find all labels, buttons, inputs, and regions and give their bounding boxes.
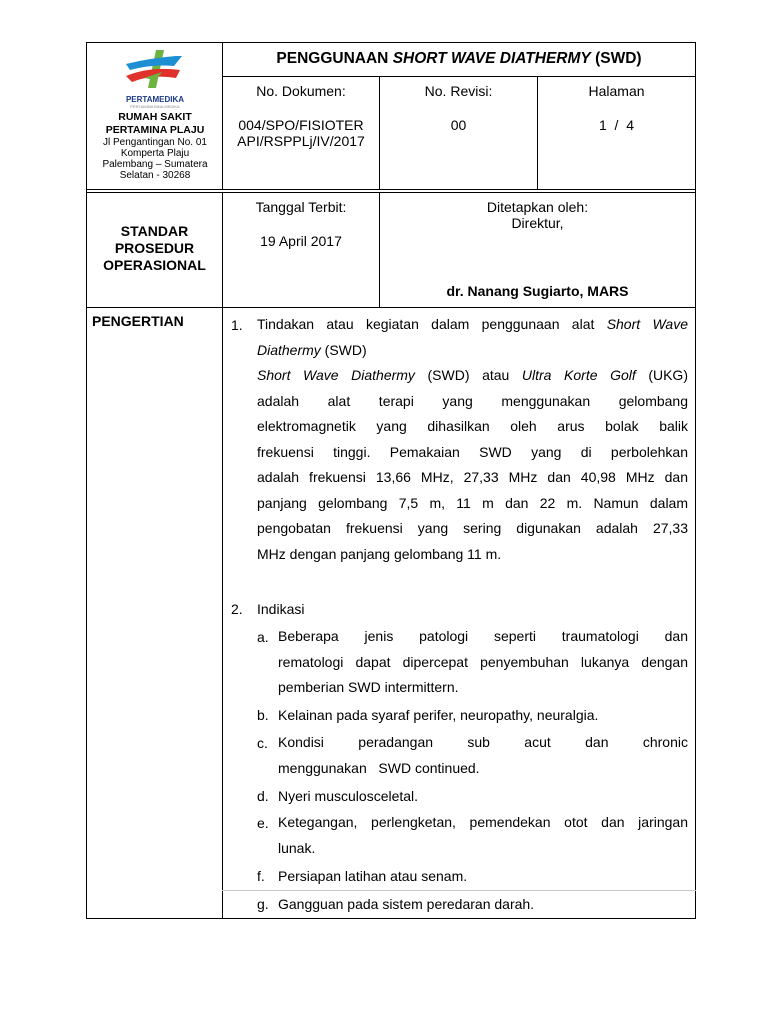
indication-c-letter: c. <box>257 735 268 751</box>
table-border-top <box>86 42 696 43</box>
logo-text: PERTAMEDIKA <box>125 95 185 104</box>
page-value: 1 / 4 <box>598 117 635 133</box>
doc-number-value-line2: API/RSPPLj/IV/2017 <box>237 133 365 149</box>
sop-top <box>86 192 696 193</box>
indication-f-text: Persiapan latihan atau senam. <box>278 868 468 884</box>
item1-text <box>257 312 688 567</box>
indication-e-letter: e. <box>257 815 269 831</box>
sop-label-line3: OPERASIONAL <box>103 257 206 273</box>
title-underline <box>222 76 696 77</box>
indication-a-letter: a. <box>257 629 269 645</box>
item2-number: 2. <box>231 601 243 617</box>
indication-g-letter: g. <box>257 896 269 912</box>
page-label: Halaman <box>588 83 645 99</box>
indication-d-letter: d. <box>257 788 269 804</box>
para-line4: frekuensi tinggi. Pemakaian SWD yang di perbolehkan <box>257 443 688 460</box>
section-label-pengertian: PENGERTIAN <box>92 313 184 329</box>
sop-divider-vertical <box>222 192 223 919</box>
table-border-left <box>86 42 87 919</box>
title-italic: SHORT WAVE DIATHERMY <box>392 50 591 67</box>
indication-b-letter: b. <box>257 707 269 723</box>
title-prefix: PENGGUNAAN <box>276 50 393 67</box>
title-suffix: (SWD) <box>590 50 642 67</box>
indication-f-letter: f. <box>257 868 265 884</box>
pertamedika-logo <box>120 48 190 94</box>
hospital-name-line2: PERTAMINA PLAJU <box>105 124 205 136</box>
item1-line1: Tindakan atau kegiatan dalam penggunaan alat Short Wave <box>257 316 688 332</box>
approved-by-label: Ditetapkan oleh: <box>486 199 589 215</box>
para-line2: adalah alat terapi yang menggunakan gelombang <box>257 392 688 409</box>
sop-label-line1: STANDAR <box>120 223 189 239</box>
indication-e-text: Ketegangan, perlengketan, pemendekan otot dan jaringan lunak. <box>278 814 688 856</box>
hospital-address-line2: Komperta Plaju <box>120 148 190 159</box>
sop-label-line2: PROSEDUR <box>114 240 195 256</box>
table-border-right <box>695 42 696 919</box>
item2-label: Indikasi <box>257 601 305 617</box>
para-line6: panjang gelombang 7,5 m, 11 m dan 22 m. Namun dalam <box>257 494 688 511</box>
para-line1: Short Wave Diathermy (SWD) atau Ultra Korte Golf (UKG) <box>257 367 688 383</box>
pertamedika-logo-icon <box>120 48 190 94</box>
indication-g-text: Gangguan pada sistem peredaran darah. <box>278 896 535 912</box>
sop-bottom <box>86 307 696 308</box>
para-line8: MHz dengan panjang gelombang 11 m. <box>257 545 502 562</box>
hospital-address-line1: Jl Pengantingan No. 01 <box>103 137 207 148</box>
issued-date-label: Tanggal Terbit: <box>255 199 347 215</box>
faint-row-line <box>222 890 696 891</box>
para-line7: pengobatan frekuensi yang sering digunakan adalah 27,33 <box>257 520 688 536</box>
hospital-address-line3: Palembang – Sumatera <box>102 159 208 170</box>
approved-by-role: Direktur, <box>511 215 564 231</box>
revision-label: No. Revisi: <box>424 83 493 99</box>
indication-d-text: Nyeri musculosceletal. <box>278 788 419 804</box>
doc-number-value-line1: 004/SPO/FISIOTER <box>238 117 364 133</box>
indication-b-text: Kelainan pada syaraf perifer, neuropathy, neuralgia. <box>278 707 599 723</box>
header-bottom <box>86 189 696 190</box>
doc-number-label: No. Dokumen: <box>256 83 346 99</box>
hospital-name-line1: RUMAH SAKIT <box>118 111 192 123</box>
item1-line2: Diathermy (SWD) <box>257 341 367 358</box>
revision-value: 00 <box>450 117 467 133</box>
approved-by-name: dr. Nanang Sugiarto, MARS <box>446 283 629 299</box>
indication-c-text: Kondisi peradangan sub acut dan chronic menggunakan SWD continued. <box>278 734 688 776</box>
document-title <box>223 50 695 68</box>
hospital-address-line4: Selatan - 30268 <box>119 170 191 181</box>
issued-date-value: 19 April 2017 <box>260 233 342 249</box>
para-line3: elektromagnetik yang dihasilkan oleh arus bolak balik <box>257 418 688 434</box>
indication-a-text: Beberapa jenis patologi seperti traumatologi dan rematologi dapat dipercepat penyembuhan lukanya dengan pemberian SWD intermittern. <box>278 628 688 695</box>
table-border-bottom <box>86 918 696 919</box>
item1-number: 1. <box>231 317 243 333</box>
para-line5: adalah frekuensi 13,66 MHz, 27,33 MHz dan 40,98 MHz dan <box>257 469 688 485</box>
logo-subtext: PERTAMINA BINA MEDIKA <box>130 104 180 109</box>
